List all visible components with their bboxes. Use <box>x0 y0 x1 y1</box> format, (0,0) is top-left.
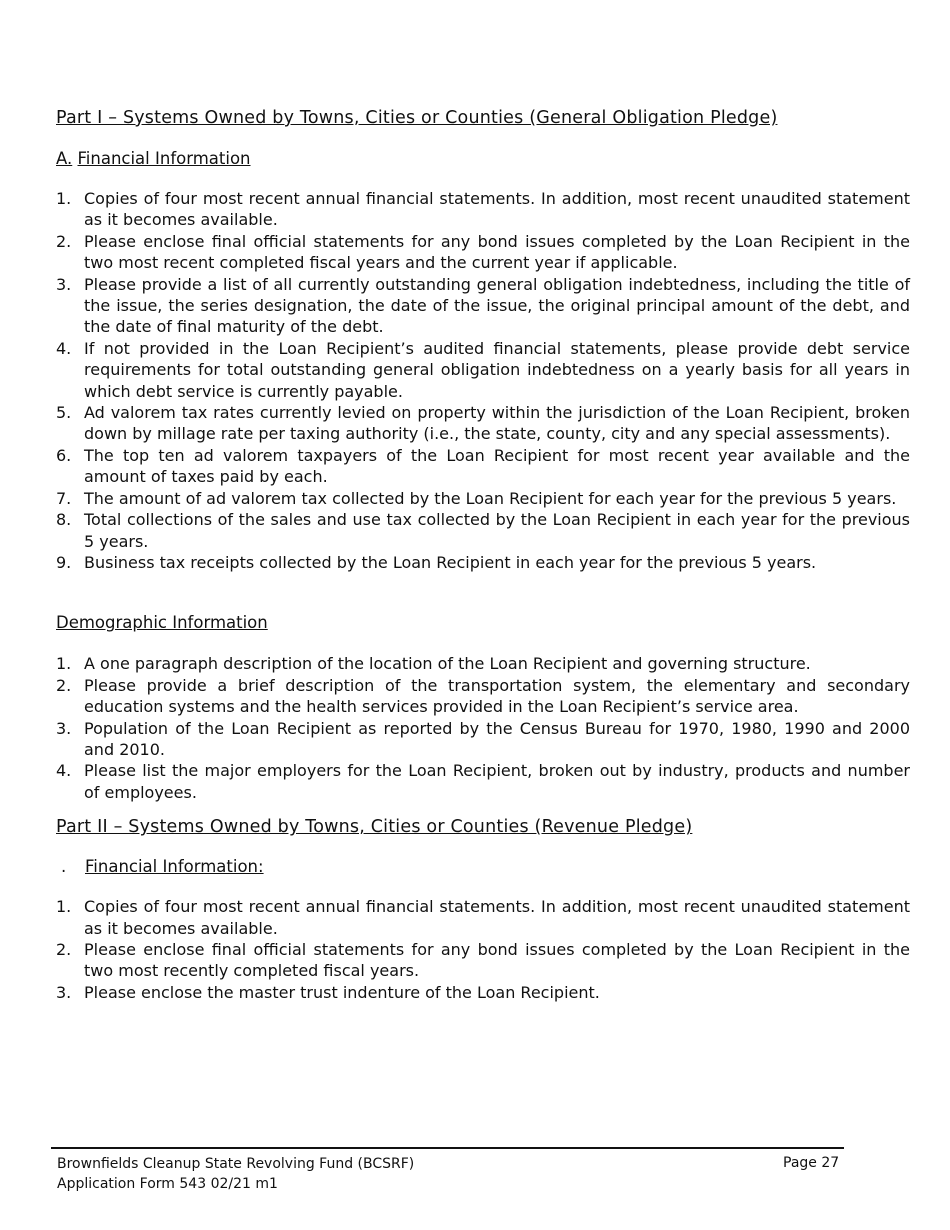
item-number: 3. <box>56 718 72 738</box>
item-text: Please list the major employers for the Loan Recipient, broken out by industry, products and number of employees. <box>84 761 910 802</box>
list-item <box>56 939 910 982</box>
footer-program-name: Brownfields Cleanup State Revolving Fund (BCSRF) <box>57 1156 415 1172</box>
item-number: 9. <box>56 552 72 572</box>
item-number: 4. <box>56 761 72 781</box>
item-text: Please enclose final official statements for any bond issues completed by the Loan Recipient in the two most recent completed fiscal years and the current year if applicable. <box>84 231 910 273</box>
item-text: Population of the Loan Recipient as reported by the Census Bureau for 1970, 1980, 1990 and 2000 and 2010. <box>84 718 910 759</box>
demographic-heading <box>56 613 910 632</box>
revenue-financial-list <box>56 896 910 1003</box>
list-item <box>56 231 910 274</box>
list-item <box>56 896 910 939</box>
part2-section-letter: . <box>61 857 67 877</box>
item-text: Copies of four most recent annual financial statements. In addition, most recent unaudited statement as it becomes available. <box>84 189 910 230</box>
list-item <box>56 274 910 338</box>
part2-section-heading <box>56 857 910 876</box>
footer-form-id: Application Form 543 02/21 m1 <box>57 1175 278 1192</box>
item-number: 1. <box>56 897 72 917</box>
list-item <box>56 982 910 1003</box>
list-item <box>56 188 910 231</box>
list-item <box>56 509 910 552</box>
list-item <box>56 338 910 402</box>
item-text: Total collections of the sales and use tax collected by the Loan Recipient in each year for the previous 5 years. <box>84 510 910 551</box>
item-number: 5. <box>56 403 72 423</box>
item-number: 7. <box>56 488 72 508</box>
demographic-title: Demographic Information <box>56 613 268 633</box>
list-item <box>56 445 910 488</box>
item-number: 4. <box>56 338 72 358</box>
list-item <box>56 653 910 674</box>
item-text: Business tax receipts collected by the Loan Recipient in each year for the previous 5 years. <box>84 552 817 572</box>
list-item <box>56 552 910 573</box>
list-item <box>56 488 910 509</box>
item-text: A one paragraph description of the location of the Loan Recipient and governing structure. <box>84 654 811 674</box>
item-number: 3. <box>56 274 72 294</box>
item-number: 1. <box>56 654 72 674</box>
financial-info-list <box>56 188 910 573</box>
list-item <box>56 675 910 718</box>
document-page <box>56 108 910 1003</box>
item-number: 1. <box>56 189 72 208</box>
list-item <box>56 402 910 445</box>
item-number: 2. <box>56 231 72 251</box>
item-text: Please provide a list of all currently outstanding general obligation indebtedness, including the title of the issue, the series designation, the date of the issue, the original principal amount of the debt, and the date of final maturity of the debt. <box>84 274 910 337</box>
part2-heading: Part II – Systems Owned by Towns, Cities or Counties (Revenue Pledge) <box>56 817 693 838</box>
item-number: 2. <box>56 939 72 959</box>
item-text: Copies of four most recent annual financial statements. In addition, most recent unaudited statement as it becomes available. <box>84 897 910 938</box>
list-item <box>56 760 910 803</box>
footer-info <box>57 1155 414 1194</box>
list-item <box>56 718 910 761</box>
section-a-title: Financial Information <box>77 149 251 168</box>
item-text: Please enclose the master trust indenture of the Loan Recipient. <box>84 982 600 1002</box>
item-text: The top ten ad valorem taxpayers of the Loan Recipient for most recent year available and the amount of taxes paid by each. <box>84 445 910 487</box>
item-text: If not provided in the Loan Recipient’s audited financial statements, please provide debt service requirements for total outstanding general obligation indebtedness on a yearly basis for all years in which debt service is currently payable. <box>84 338 910 401</box>
item-text: The amount of ad valorem tax collected by the Loan Recipient for each year for the previous 5 years. <box>84 488 897 508</box>
item-number: 2. <box>56 675 72 695</box>
section-a-heading <box>56 149 910 168</box>
section-a-letter: A. <box>56 149 73 168</box>
item-text: Please enclose final official statements for any bond issues completed by the Loan Recipient in the two most recently completed fiscal years. <box>84 939 910 981</box>
item-text: Please provide a brief description of the transportation system, the elementary and secondary education systems and the health services provided in the Loan Recipient’s service area. <box>84 675 910 717</box>
part1-heading: Part I – Systems Owned by Towns, Cities or Counties (General Obligation Pledge) <box>56 108 778 128</box>
page-number: Page 27 <box>783 1155 840 1171</box>
item-number: 3. <box>56 982 72 1002</box>
item-number: 8. <box>56 510 72 530</box>
item-number: 6. <box>56 445 72 465</box>
item-text: Ad valorem tax rates currently levied on property within the jurisdiction of the Loan Recipient, broken down by millage rate per taxing authority (i.e., the state, county, city and any special assessments). <box>84 403 910 444</box>
demographic-info-list <box>56 653 910 803</box>
part2-section-title: Financial Information: <box>85 857 264 877</box>
footer-divider <box>51 1147 844 1149</box>
